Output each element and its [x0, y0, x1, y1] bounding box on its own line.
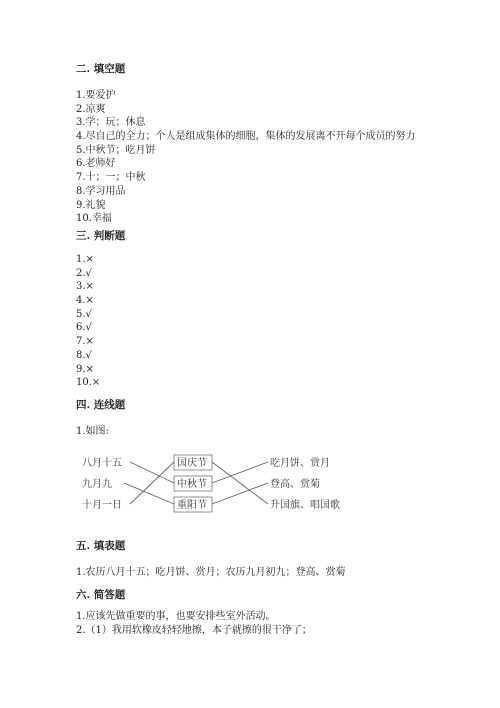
answer-item: 7.十；一；中秋 — [76, 172, 146, 184]
right-item-flag: 升国旗、唱国歌 — [270, 500, 340, 511]
left-item-mid-autumn-date: 八月十五 — [82, 458, 122, 469]
answer-item: 4.× — [76, 295, 94, 307]
answer-item: 3.学；玩；休息 — [76, 117, 146, 129]
connector-line — [212, 462, 268, 483]
true-false-answers — [76, 253, 100, 390]
answer-item: 10.× — [76, 377, 101, 389]
answer-item: 3.× — [76, 281, 94, 293]
answer-item: 6.√ — [76, 322, 92, 334]
connector-line — [130, 462, 174, 483]
section-heading-short-answer: 六. 简答题 — [76, 589, 126, 601]
answer-item: 8.学习用品 — [76, 185, 126, 197]
middle-item-double-ninth: 重阳节 — [177, 500, 207, 511]
answer-item: 2.凉爽 — [76, 103, 106, 115]
fill-blank-answers — [76, 89, 416, 226]
section-heading-true-false: 三. 判断题 — [76, 230, 126, 242]
answer-item: 8.√ — [76, 349, 92, 361]
answer-item: 1.应该先做重要的事，也要安排些室外活动。 — [76, 611, 276, 622]
answer-item: 4.尽自己的全力；个人是组成集体的细胞，集体的发展离不开每个成员的努力 — [76, 131, 416, 143]
section-heading-table: 五. 填表题 — [76, 540, 126, 552]
table-answer: 1.农历八月十五；吃月饼、赏月；农历九月初九；登高、赏菊 — [76, 567, 346, 578]
middle-item-mid-autumn: 中秋节 — [177, 479, 207, 490]
left-item-national-day-date: 十月一日 — [82, 500, 122, 511]
right-item-climb: 登高、赏菊 — [270, 479, 320, 490]
section-heading-fill-blank: 二. 填空题 — [76, 63, 126, 75]
middle-item-national-day: 国庆节 — [177, 458, 207, 469]
answer-item: 7.× — [76, 336, 94, 348]
answer-item: 5.中秋节；吃月饼 — [76, 144, 156, 156]
right-item-mooncake: 吃月饼、赏月 — [270, 458, 330, 469]
matching-diagram — [76, 452, 366, 522]
answer-item: 9.× — [76, 363, 94, 375]
answer-item: 1.要爱护 — [76, 90, 116, 101]
answer-item: 1.× — [76, 254, 94, 265]
short-answer-list — [76, 610, 312, 637]
answer-item: 2.√ — [76, 267, 92, 279]
answer-item: 9.礼貌 — [76, 199, 106, 211]
connector-line — [212, 483, 268, 504]
matching-intro: 1.如图: — [76, 426, 109, 437]
answer-item: 10.幸福 — [76, 213, 112, 225]
answer-item: 6.老师好 — [76, 158, 116, 170]
connector-line — [212, 462, 268, 504]
answer-item: 5.√ — [76, 308, 92, 320]
answer-item: 2.（1）我用软橡皮轻轻地擦，本子就擦的很干净了； — [76, 624, 312, 636]
section-heading-matching: 四. 连线题 — [76, 399, 126, 411]
connector-line — [130, 462, 174, 504]
left-item-double-ninth-date: 九月九 — [82, 479, 112, 490]
